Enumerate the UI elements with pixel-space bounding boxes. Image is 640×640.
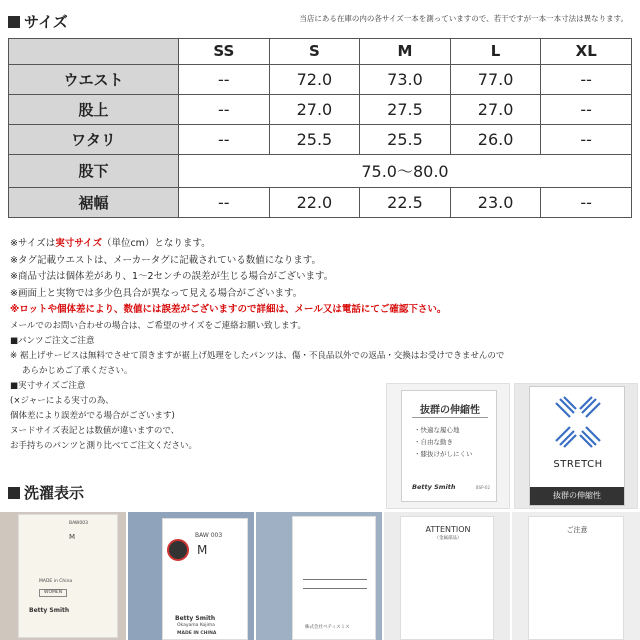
note-highlight: 実寸サイズ: [55, 238, 102, 249]
care-section-title: [8, 482, 84, 503]
note-color-diff: ※画面上と実物では多少色具合が異なって見える場合がございます。: [10, 287, 303, 299]
stretch-card: [529, 386, 625, 506]
table-row-thigh: [9, 125, 632, 155]
note-compare: お手持ちのパンツと測り比べてご注文ください。: [10, 440, 198, 451]
note-actual-size-heading: ■実寸サイズご注意: [10, 380, 86, 391]
table-cell: 23.0: [450, 187, 541, 217]
table-cell: 26.0: [450, 125, 541, 155]
stretch-arrows-icon: [530, 391, 626, 453]
square-bullet-icon: [8, 16, 20, 28]
note-nude-size: ヌードサイズ表記とは数値が違いますので、: [10, 425, 180, 436]
note-text: ※サイズは: [10, 238, 56, 249]
table-row-hem: [9, 187, 632, 217]
table-corner-cell: [9, 39, 179, 65]
size-disclaimer: 当店にある在庫の内の各サイズ一本を測っていますので、若干ですが一本一本寸法は異なります。: [299, 14, 628, 23]
table-row-waist: [9, 64, 632, 94]
label-size: M: [69, 533, 76, 541]
size-table-header-row: [9, 39, 632, 65]
stretch-caption-bar: [530, 487, 624, 505]
table-cell: 25.5: [360, 125, 451, 155]
label-sub: Okayama Kojima: [177, 623, 215, 628]
table-row-inseam: [9, 155, 632, 188]
table-cell: 27.0: [269, 95, 360, 125]
table-cell: --: [541, 125, 632, 155]
table-cell: --: [541, 187, 632, 217]
size-header-xl: XL: [541, 39, 632, 65]
row-label-rise: 股上: [9, 95, 179, 125]
tag-bullet: ・自由な動き: [414, 438, 453, 446]
label-brand: Betty Smith: [29, 607, 70, 614]
table-cell: --: [179, 125, 270, 155]
label-gender: WOMEN: [39, 589, 67, 597]
table-cell: 77.0: [450, 64, 541, 94]
row-label-thigh: ワタリ: [9, 125, 179, 155]
label-size: M: [197, 543, 208, 557]
note-measure: (×ジャーによる実寸の為、: [10, 395, 114, 406]
round-logo-icon: [167, 539, 189, 561]
tag-title: 抜群の伸縮性: [420, 405, 480, 416]
size-header-m: M: [360, 39, 451, 65]
square-bullet-icon: [8, 487, 20, 499]
table-cell: 27.0: [450, 95, 541, 125]
label-brand: 株式会社ベティスミス: [305, 625, 350, 630]
label-brand: Betty Smith: [175, 615, 216, 622]
note-error: 個体差により誤差がでる場合がございます): [10, 410, 175, 421]
stretch-word: STRETCH: [553, 459, 603, 470]
stretch-hang-tag-photo: [386, 383, 510, 509]
note-tag-waist: ※タグ記載ウエストは、メーカータグに記載されている数値になります。: [10, 254, 322, 266]
note-lot-warning: ※ロットや個体差により、数値には誤差がございますので詳細は、メール又は電話にてご確認下さい。: [10, 304, 447, 315]
stretch-card-photo: [514, 383, 638, 509]
stretch-caption: 抜群の伸縮性: [553, 491, 601, 500]
label-origin: MADE IN CHINA: [177, 631, 217, 636]
table-cell: 73.0: [360, 64, 451, 94]
table-cell: 22.5: [360, 187, 451, 217]
size-section-title: [8, 11, 68, 32]
table-cell: --: [541, 95, 632, 125]
table-row-rise: [9, 95, 632, 125]
note-mail-inquiry: メールでのお問い合わせの場合は、ご希望のサイズをご連絡お願い致します。: [10, 320, 306, 331]
care-label-photo-3: [256, 512, 382, 640]
care-label-photo-5: [512, 512, 640, 640]
table-cell: --: [541, 64, 632, 94]
table-cell: 22.0: [269, 187, 360, 217]
care-title-text: 洗濯表示: [24, 484, 85, 502]
note-individual-diff: ※商品寸法は個体差があり、1〜2センチの誤差が生じる場合がございます。: [10, 271, 334, 282]
tag-code: BSP-02: [475, 485, 490, 490]
care-label-photo-2: [128, 512, 254, 640]
size-header-s: S: [269, 39, 360, 65]
care-label-card: [528, 516, 624, 640]
note-unit: [10, 236, 630, 253]
table-cell: 27.5: [360, 95, 451, 125]
size-header-ss: SS: [179, 39, 270, 65]
tag-divider: [412, 417, 488, 418]
care-label-card: [400, 516, 494, 640]
note-hemming: ※ 裾上げサービスは無料でさせて頂きますが裾上げ処理をしたパンツは、傷・不良品以外での返品・交換はお受けできませんので: [10, 350, 505, 361]
tag-bullet: ・快適な履心地: [414, 426, 460, 434]
size-title-text: サイズ: [24, 13, 68, 31]
table-cell: --: [179, 187, 270, 217]
tag-brand-logo: Betty Smith: [412, 483, 456, 491]
attention-title: ATTENTION: [425, 525, 471, 534]
label-origin: MADE in China: [39, 579, 73, 584]
table-cell: 25.5: [269, 125, 360, 155]
table-cell: 72.0: [269, 64, 360, 94]
row-label-waist: ウエスト: [9, 64, 179, 94]
size-header-l: L: [450, 39, 541, 65]
row-label-inseam: 股下: [9, 155, 179, 188]
care-label-photo-1: [0, 512, 126, 640]
stretch-hang-tag: [401, 390, 497, 502]
tag-bullet: ・膝抜けがしにくい: [414, 450, 473, 458]
care-label-card: [162, 518, 248, 640]
label-code: BAW003: [69, 521, 88, 526]
note-text: （単位cm）となります。: [101, 238, 211, 249]
care-label-card: [292, 516, 376, 640]
inseam-merged-cell: 75.0〜80.0: [179, 155, 632, 188]
table-cell: --: [179, 64, 270, 94]
care-label-photo-4: [384, 512, 510, 640]
care-label-card: [18, 514, 118, 638]
caution-title: ご注意: [566, 526, 588, 534]
note-pants-order-heading: ■パンツご注文ご注意: [10, 335, 95, 346]
wash-symbols-icon: [303, 579, 367, 589]
note-hemming-cont: あらかじめご了承ください。: [22, 365, 133, 376]
table-cell: --: [179, 95, 270, 125]
label-code: BAW 003: [195, 532, 223, 539]
attention-sub: （金属部品）: [434, 536, 462, 541]
size-table: [8, 38, 632, 218]
row-label-hem: 裾幅: [9, 187, 179, 217]
